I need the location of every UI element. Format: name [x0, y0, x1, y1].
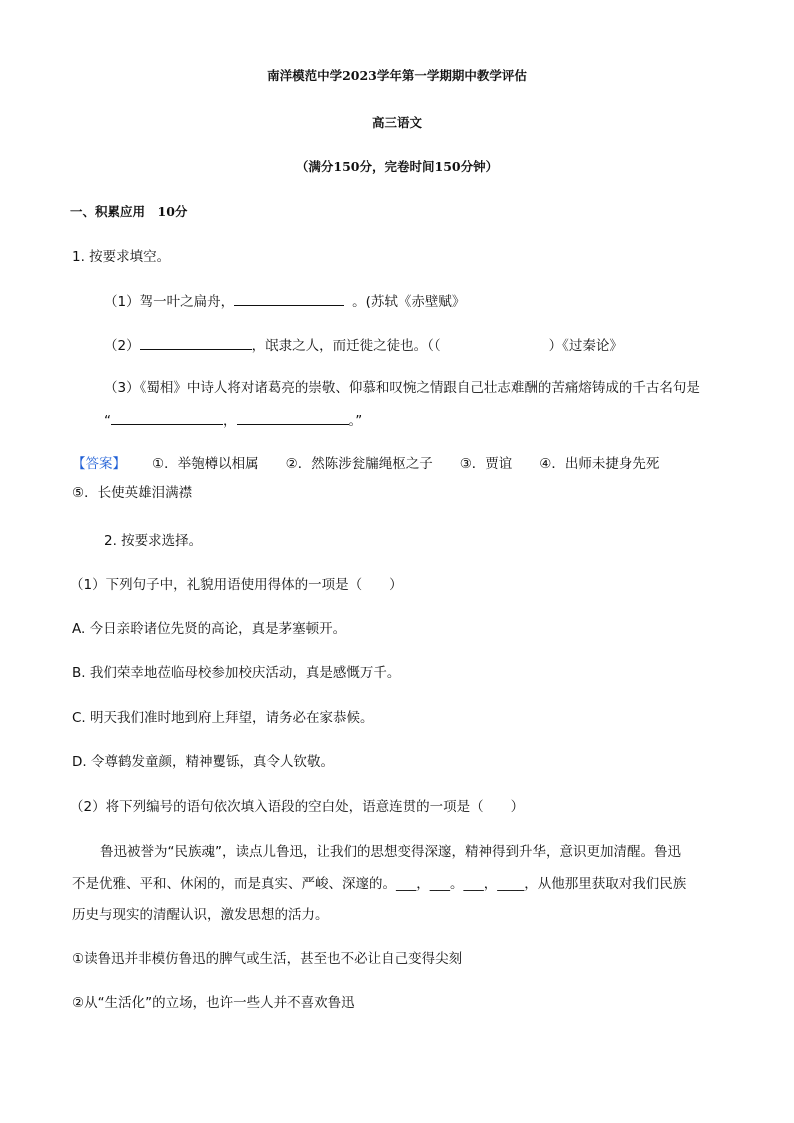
passage-line-1: 鲁迅被誉为“民族魂”，读点儿鲁迅，让我们的思想变得深邃，精神得到升华，意识更加清醒。鲁迅	[100, 844, 681, 860]
question1-item3-line1: （3）《蜀相》中诗人将对诸葛亮的崇敬、仰慕和叹惋之情跟自己壮志难酬的苦痛熔铸成的千古名句是	[104, 380, 700, 396]
item1-prefix: （1）驾一叶之扁舟，	[104, 294, 235, 310]
question1-item3-line2	[104, 410, 362, 430]
question2-sub2: （2）将下列编号的语句依次填入语段的空白处，语意连贯的一项是（ ）	[70, 799, 525, 815]
question2-sub1: （1）下列句子中，礼貌用语使用得体的一项是（ ）	[70, 577, 403, 593]
fill-blank[interactable]	[140, 335, 252, 350]
item2-suffix: ）《过秦论》	[548, 338, 623, 354]
option-a: A. 今日亲聆诸位先贤的高论，真是茅塞顿开。	[72, 621, 347, 637]
answer-text-1: ①．举匏樽以相属 ②．然陈涉瓮牖绳枢之子 ③．贾谊 ④．出师未捷身先死	[152, 456, 660, 472]
option-d: D. 令尊鹤发童颜，精神矍铄，真令人钦敬。	[72, 754, 334, 770]
sentence-1: ①读鲁迅并非模仿鲁迅的脾气或生活，甚至也不必让自己变得尖刻	[72, 951, 463, 967]
item1-suffix: 。(苏轼《赤壁赋》	[352, 294, 466, 310]
fill-blank[interactable]	[111, 410, 223, 425]
subject-title: 高三语文	[371, 115, 422, 130]
question1-item1	[104, 291, 465, 311]
section-title: 一、积累应用 10分	[70, 204, 188, 219]
answer-line-1	[72, 455, 659, 473]
option-b: B. 我们荣幸地莅临母校参加校庆活动，真是感慨万千。	[72, 665, 401, 681]
passage-line-2: 不是优雅、平和、休闲的，而是真实、严峻、深邃的。___，___。___，____，从他那里获取对我们民族	[72, 876, 687, 892]
fill-blank[interactable]	[237, 410, 349, 425]
close-quote: 。”	[348, 413, 363, 429]
question1-prompt: 1. 按要求填空。	[72, 249, 171, 265]
question1-item2	[104, 335, 623, 355]
open-quote: “	[104, 413, 111, 429]
answer-line-2: ⑤．长使英雄泪满襟	[72, 485, 193, 501]
school-title: 南洋模范中学2023学年第一学期期中教学评估	[267, 68, 527, 83]
item2-middle: ，氓隶之人，而迁徙之徒也。（（	[251, 338, 441, 354]
item2-prefix: （2）	[104, 338, 140, 354]
question2-prompt: 2. 按要求选择。	[104, 533, 203, 549]
answer-tag: 【答案】	[72, 456, 126, 472]
passage-line-3: 历史与现实的清醒认识，激发思想的活力。	[72, 907, 329, 923]
sentence-2: ②从“生活化”的立场，也许一些人并不喜欢鲁迅	[72, 995, 355, 1011]
comma: ，	[223, 413, 237, 429]
fill-blank[interactable]	[234, 291, 344, 306]
option-c: C. 明天我们准时地到府上拜望，请务必在家恭候。	[72, 710, 374, 726]
score-time-note: （满分150分，完卷时间150分钟）	[295, 159, 499, 174]
